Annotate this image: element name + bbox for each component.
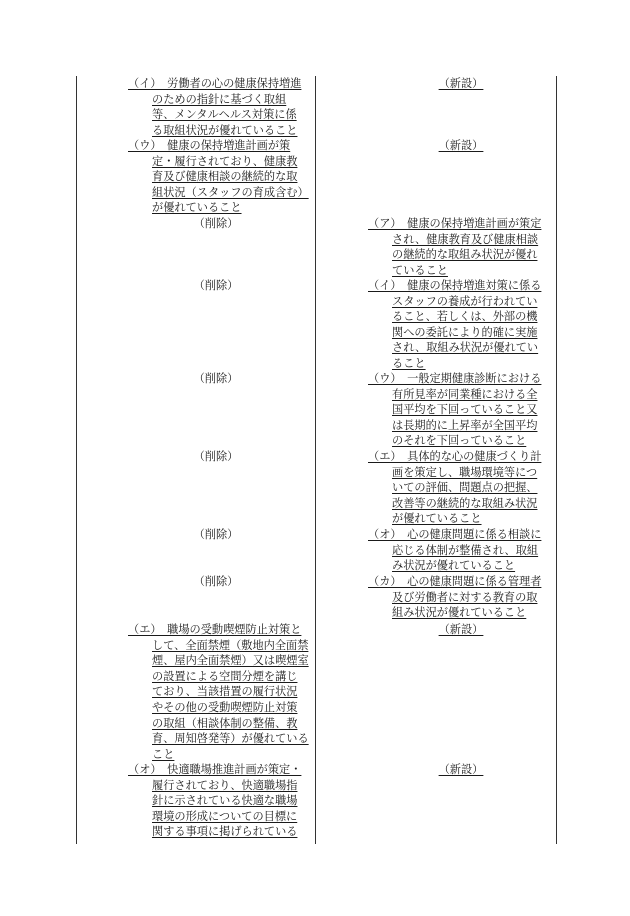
clause-line: して、全面禁煙（敷地内全面禁 [152,638,309,652]
deleted-entry [128,574,314,590]
new-entry [368,762,554,778]
deleted-entry [128,216,314,232]
new-entry [368,76,554,92]
clause-line: 育、周知啓発等）が優れている [152,732,309,746]
column-border-right [556,76,557,844]
clause-line: 関する事項に掲げられている [152,825,298,839]
clause-item [128,622,314,762]
deleted-entry [128,527,314,543]
column-border-left [76,76,77,844]
clause-first-line: （ウ） 健康の保持増進計画が策 [128,139,291,152]
new-marker: （新設） [438,763,484,776]
clause-first-line: （ア） 健康の保持増進計画が策定 [368,217,542,230]
deleted-entry [128,449,314,465]
clause-line: み状況が優れていること [392,559,516,573]
clause-line: 及び労働者に対する教育の取 [392,590,538,604]
deleted-entry [128,371,314,387]
clause-first-line: （オ） 快適職場推進計画が策定・ [128,763,302,776]
clause-line: の継続的な取組み状況が優れ [392,248,538,262]
clause-first-line: （ウ） 一般定期健康診断における [368,372,542,385]
clause-line: の設置による空間分煙を講じ [152,669,298,683]
clause-first-line: （イ） 労働者の心の健康保持増進 [128,77,302,90]
clause-item [368,216,554,278]
new-entry [368,138,554,154]
clause-line: され、取組み状況が優れてい [392,341,539,355]
clause-line: 国平均を下回っていること又 [392,403,538,417]
new-marker: （新設） [438,77,484,90]
clause-line: 履行されており、快適職場指 [152,778,298,792]
clause-line: ていること [392,263,448,277]
clause-line: が優れていること [152,201,242,215]
clause-line: ること [392,356,426,370]
deleted-marker: （削除） [193,372,239,385]
deleted-marker: （削除） [193,279,239,292]
clause-line: が優れていること [392,512,482,526]
clause-line: いての評価、問題点の把握、 [392,481,538,495]
clause-item [368,371,554,449]
clause-line: は長期的に上昇率が全国平均 [392,418,538,432]
clause-first-line: （エ） 具体的な心の健康づくり計 [368,450,542,463]
clause-line: る取組状況が優れていること [152,123,298,137]
deleted-entry [128,278,314,294]
clause-line: 関への委託により的確に実施 [392,325,538,339]
new-marker: （新設） [438,139,484,152]
clause-line: 育及び健康相談の継続的な取 [152,170,298,184]
clause-first-line: （エ） 職場の受動喫煙防止対策と [128,623,302,636]
clause-line: のための指針に基づく取組 [152,92,287,106]
clause-item [128,138,314,216]
clause-line: 定・履行されており、健康教 [152,154,298,168]
deleted-marker: （削除） [193,528,239,541]
clause-line: 組み状況が優れていること [392,606,527,620]
clause-line: され、健康教育及び健康相談 [392,232,539,246]
clause-line: の取組（相談体制の整備、教 [152,716,298,730]
deleted-marker: （削除） [193,575,239,588]
clause-line: 応じる体制が整備され、取組 [392,543,539,557]
clause-line: 組状況（スタッフの育成含む） [152,185,309,199]
clause-first-line: （カ） 心の健康問題に係る管理者 [368,575,542,588]
clause-line: ること、若しくは、外部の機 [392,310,538,324]
clause-line: こと [152,747,175,761]
clause-line: 針に示されている快適な職場 [152,794,298,808]
column-divider [315,76,316,844]
clause-line: のそれを下回っていること [392,434,527,448]
clause-line: ており、当該措置の履行状況 [152,685,298,699]
clause-line: 有所見率が同業種における全 [392,387,538,401]
clause-item [128,76,314,138]
clause-line: スタッフの養成が行われてい [392,294,538,308]
clause-item [368,527,554,574]
clause-line: 改善等の継続的な取組み状況 [392,496,538,510]
clause-line: 等、メンタルヘルス対策に係 [152,108,297,122]
clause-line: 環境の形成についての目標に [152,809,298,823]
clause-line: 煙、屋内全面禁煙）又は喫煙室 [152,654,309,668]
deleted-marker: （削除） [193,217,239,230]
clause-line: 画を策定し、職場環境等につ [392,465,538,479]
clause-item [128,762,314,840]
clause-first-line: （イ） 健康の保持増進対策に係る [368,279,542,292]
clause-item [368,574,554,621]
new-entry [368,622,554,638]
clause-item [368,278,554,372]
clause-first-line: （オ） 心の健康問題に係る相談に [368,528,542,541]
new-marker: （新設） [438,623,484,636]
clause-item [368,449,554,527]
deleted-marker: （削除） [193,450,239,463]
clause-line: やその他の受動喫煙防止対策 [152,700,298,714]
